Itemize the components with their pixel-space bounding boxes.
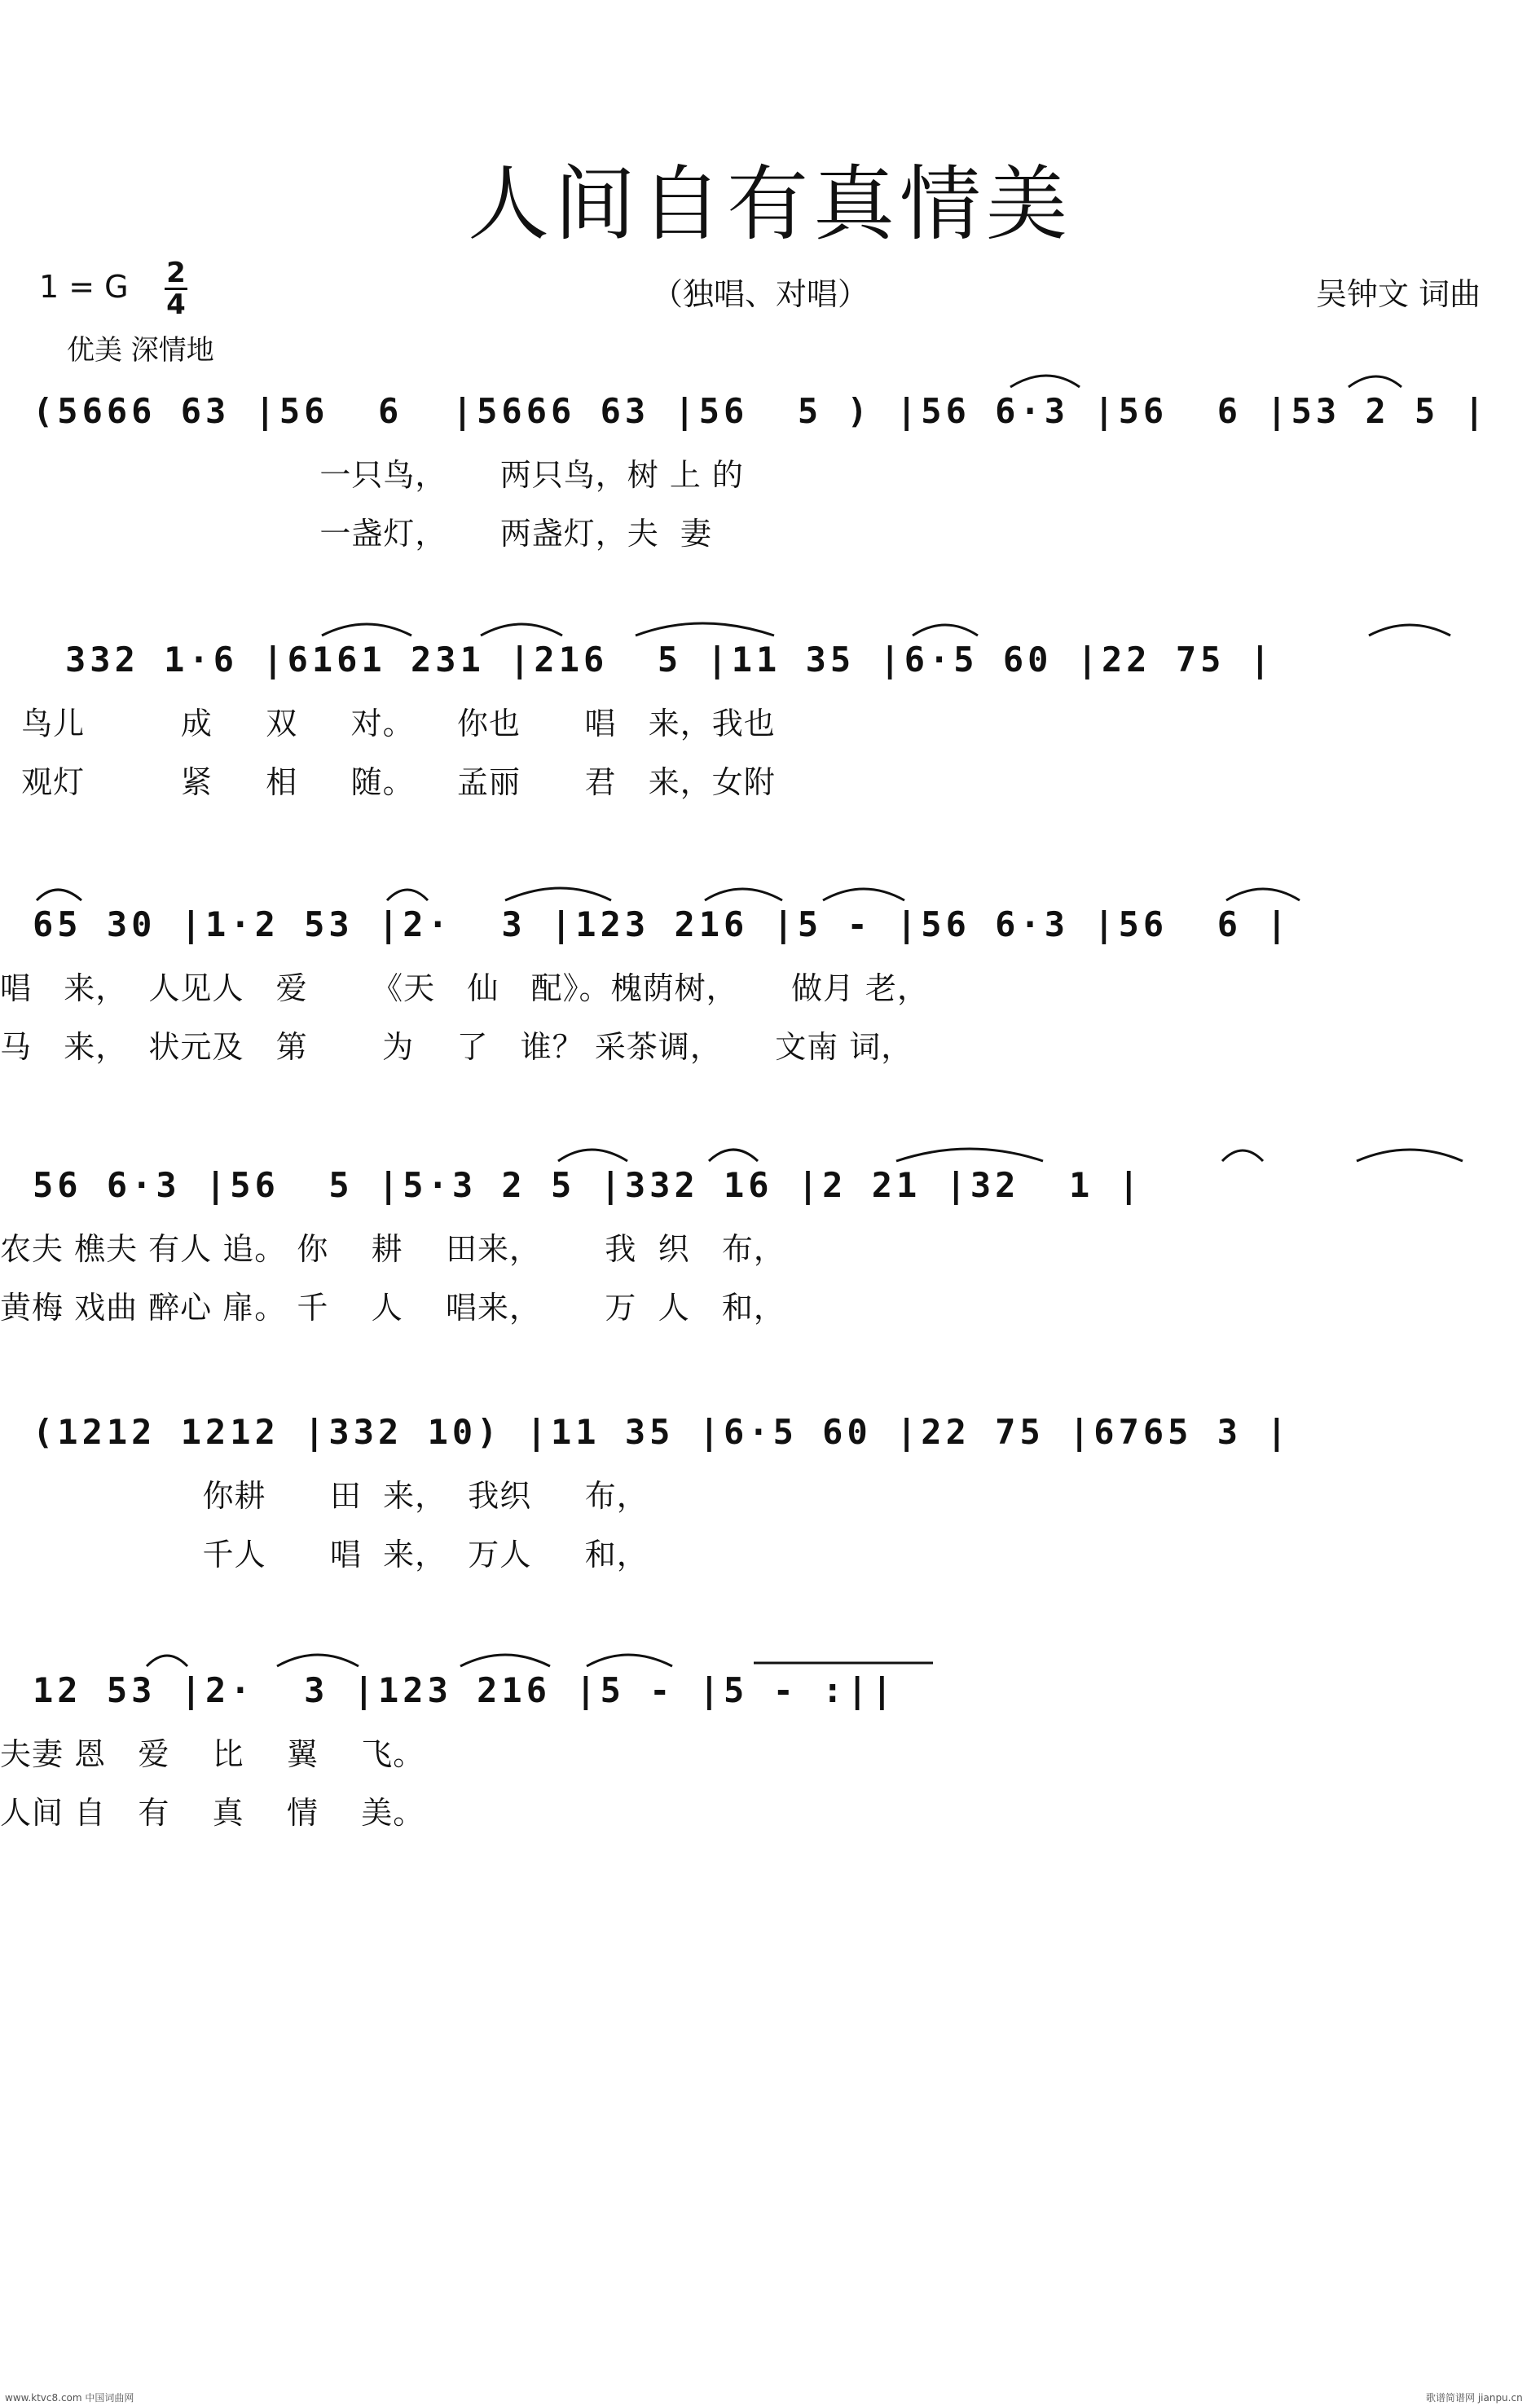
notation-line: 56 6·3 |56 5 |5·3 2 5 |332 16 |2 21 |32 1 |: [33, 1165, 1143, 1205]
performance-note: （独唱、对唱）: [652, 276, 869, 312]
time-signature: [165, 259, 187, 319]
lyric-verse-1: 一只鸟， 两只鸟，树 上 的: [0, 457, 744, 493]
notation-line: (5666 63 |56 6 |5666 63 |56 5 ) |56 6·3 |56 6 |53 2 5 |: [33, 391, 1489, 431]
lyric-verse-1: 你耕 田 来， 我织 布，: [0, 1478, 649, 1514]
score-title: 人间自有真情美: [468, 156, 1072, 252]
lyric-verse-1: 农夫 樵夫 有人 追。 你 耕 田来， 我 织 布，: [0, 1231, 785, 1267]
time-signature-bottom: 4: [166, 288, 186, 321]
time-signature-top: 2: [166, 257, 186, 289]
author-credit: 吴钟文 词曲: [1316, 276, 1481, 312]
notation-line: (1212 1212 |332 10) |11 35 |6·5 60 |22 75 |6765 3 |: [33, 1412, 1291, 1452]
lyric-verse-2: 人间 自 有 真 情 美。: [0, 1795, 425, 1831]
lyric-verse-2: 一盏灯， 两盏灯，夫 妻: [0, 516, 712, 552]
lyric-verse-1: 唱 来， 人见人 爱 《天 仙 配》。槐荫树， 做月 老，: [0, 970, 930, 1006]
lyric-verse-2: 黄梅 戏曲 醉心 扉。 千 人 唱来， 万 人 和，: [0, 1290, 785, 1326]
lyric-verse-1: 夫妻 恩 爱 比 翼 飞。: [0, 1736, 425, 1772]
notation-line: 65 30 |1·2 53 |2· 3 |123 216 |5 - |56 6·3 |56 6 |: [33, 904, 1291, 944]
footer-watermark-right: 歌谱简谱网 jianpu.cn: [1426, 2392, 1523, 2404]
lyric-verse-2: 马 来， 状元及 第 为 了 谁？ 采茶调， 文南 词，: [0, 1029, 913, 1065]
footer-watermark-left: www.ktvc8.com 中国词曲网: [5, 2392, 134, 2404]
tempo-marking: 优美 深情地: [67, 334, 214, 367]
key-signature: 1 = G: [39, 269, 129, 305]
notation-line: 332 1·6 |6161 231 |216 5 |11 35 |6·5 60 |22 75 |: [65, 640, 1275, 680]
lyric-verse-2: 千人 唱 来， 万人 和，: [0, 1537, 649, 1572]
lyric-verse-1: 鸟儿 成 双 对。 你也 唱 来，我也: [0, 706, 776, 741]
notation-line: 12 53 |2· 3 |123 216 |5 - |5 - :||: [33, 1670, 897, 1710]
lyric-verse-2: 观灯 紧 相 随。 孟丽 君 来，女附: [0, 764, 776, 800]
